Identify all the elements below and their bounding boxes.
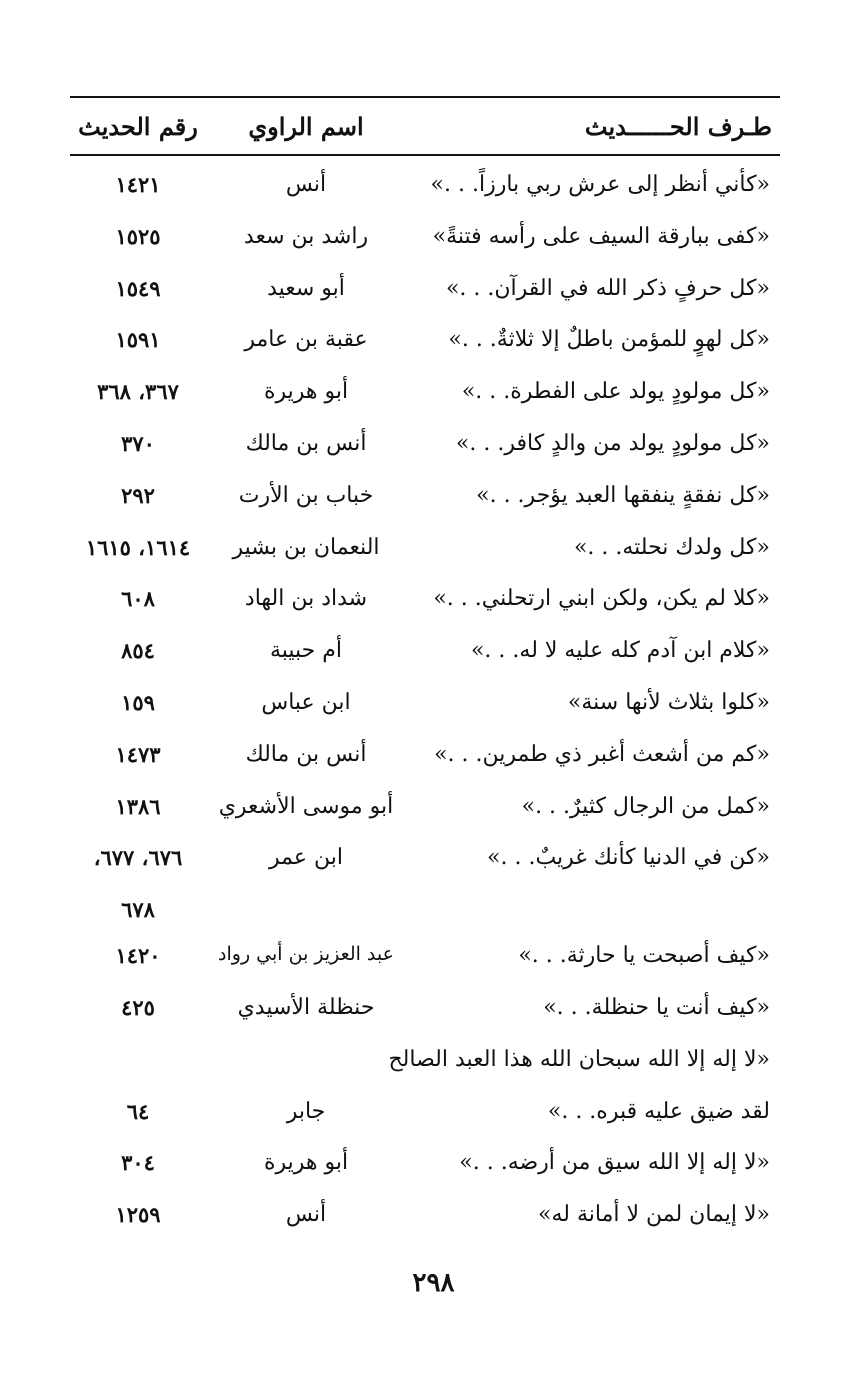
narrator-name: أبو سعيد: [267, 275, 345, 301]
table-row: [70, 421, 780, 473]
table-row: [70, 369, 780, 421]
hadith-text: «كن في الدنيا كأنك غريبٌ. . .»: [487, 845, 770, 871]
narrator-name: ابن عمر: [269, 845, 343, 871]
hadith-number: ٦٧٨: [121, 897, 155, 923]
narrator-name: جابر: [286, 1098, 326, 1124]
narrator-name: راشد بن سعد: [243, 223, 369, 249]
narrator-name: عقبة بن عامر: [244, 327, 368, 353]
narrator-name: شداد بن الهاد: [244, 586, 368, 612]
table-row: [70, 628, 780, 680]
narrator-name: أنس: [285, 172, 327, 197]
hadith-text: «لا إيمان لمن لا أمانة له»: [538, 1202, 770, 1228]
table-row: [70, 576, 780, 628]
table-row: [70, 525, 780, 577]
hadith-text: «كلوا بثلاث لأنها سنة»: [567, 689, 770, 715]
table-row: [70, 1037, 780, 1089]
hadith-number: ١٢٥٩: [115, 1202, 161, 1228]
table-row: [70, 473, 780, 525]
narrator-name: النعمان بن بشير: [232, 534, 380, 560]
hadith-number: ١٤٢١: [115, 172, 161, 197]
hadith-text: «كمل من الرجال كثيرٌ. . .»: [521, 793, 770, 819]
hadith-text: «لا إله إلا الله سبحان الله هذا العبد الصالح: [388, 1046, 770, 1072]
hadith-text: «كيف أصبحت يا حارثة. . .»: [518, 943, 770, 969]
narrator-name: أبو هريرة: [263, 1150, 349, 1176]
page-number: ٢٩٨: [412, 1268, 455, 1298]
hadith-text: «كيف أنت يا حنظلة. . .»: [543, 994, 770, 1020]
table-row: [70, 1140, 780, 1192]
hadith-number: ١٥٤٩: [115, 275, 161, 301]
hadith-text: «كأني أنظر إلى عرش ربي بارزاً. . .»: [430, 172, 770, 197]
table-row: [70, 317, 780, 369]
hadith-number: ٢٩٢: [121, 482, 155, 508]
narrator-name: حنظلة الأسيدي: [237, 994, 375, 1020]
hadith-number: ١٥٢٥: [115, 223, 161, 249]
table-row: [70, 732, 780, 784]
narrator-name: عبد العزيز بن أبي رواد: [218, 943, 394, 966]
header-number: رقم الحديث: [78, 112, 198, 141]
hadith-number: ٤٢٥: [121, 994, 155, 1020]
table-header: [70, 96, 780, 156]
hadith-text: «كل مولودٍ يولد على الفطرة. . .»: [461, 379, 770, 405]
narrator-name: أنس: [285, 1202, 327, 1228]
hadith-number: ٦٠٨: [121, 586, 155, 612]
table-row: [70, 784, 780, 836]
hadith-text: لقد ضيق عليه قبره. . .»: [547, 1098, 770, 1124]
table-row: [70, 266, 780, 318]
table-row: [70, 1192, 780, 1244]
hadith-number: ٣٦٧، ٣٦٨: [97, 379, 179, 405]
header-hadith: طـرف الحــــــديث: [584, 112, 772, 141]
narrator-name: أم حبيبة: [269, 638, 343, 664]
hadith-number: ٦٤: [126, 1098, 150, 1124]
narrator-name: ابن عباس: [261, 689, 351, 715]
hadith-text: «كم من أشعث أغبر ذي طمرين. . .»: [434, 741, 770, 767]
table-row: [70, 214, 780, 266]
narrator-name: أبو هريرة: [263, 379, 349, 405]
narrator-name: أنس بن مالك: [245, 741, 367, 767]
hadith-text: «كل ولدك نحلته. . .»: [573, 534, 770, 560]
hadith-number: ١٥٩١: [115, 327, 161, 353]
narrator-name: خباب بن الأرت: [238, 482, 374, 508]
table-row: [70, 162, 780, 214]
hadith-number: ٣٧٠: [121, 430, 155, 456]
narrator-name: أبو موسى الأشعري: [218, 793, 394, 819]
table-row: [70, 887, 780, 933]
hadith-number: ٦٧٦، ٦٧٧،: [93, 845, 183, 871]
hadith-number: ١٥٩: [121, 689, 155, 715]
hadith-text: «لا إله إلا الله سيق من أرضه. . .»: [459, 1150, 770, 1176]
hadith-index-page: [70, 96, 780, 1244]
hadith-text: «كفى ببارقة السيف على رأسه فتنةً»: [432, 223, 770, 249]
table-row: [70, 1089, 780, 1141]
hadith-text: «كل نفقةٍ ينفقها العبد يؤجر. . .»: [476, 482, 770, 508]
hadith-text: «كلام ابن آدم كله عليه لا له. . .»: [470, 638, 770, 664]
hadith-number: ١٣٨٦: [115, 793, 161, 819]
table-row: [70, 680, 780, 732]
hadith-number: ١٦١٤، ١٦١٥: [85, 534, 191, 560]
header-narrator: اسم الراوي: [248, 112, 364, 141]
hadith-number: ٣٠٤: [121, 1150, 155, 1176]
hadith-text: «كل حرفٍ ذكر الله في القرآن. . .»: [445, 275, 770, 301]
hadith-number: ١٤٢٠: [115, 943, 161, 969]
hadith-number: ٨٥٤: [121, 638, 155, 664]
hadith-number: ١٤٧٣: [115, 741, 161, 767]
hadith-text: «كل مولودٍ يولد من والدٍ كافر. . .»: [455, 430, 770, 456]
hadith-text: «كلا لم يكن، ولكن ابني ارتحلني. . .»: [433, 586, 770, 612]
hadith-text: «كل لهوٍ للمؤمن باطلٌ إلا ثلاثةٌ. . .»: [448, 327, 770, 353]
table-row: [70, 933, 780, 985]
table-row: [70, 985, 780, 1037]
table-body: [70, 162, 780, 1244]
table-row: [70, 835, 780, 887]
narrator-name: أنس بن مالك: [245, 430, 367, 456]
